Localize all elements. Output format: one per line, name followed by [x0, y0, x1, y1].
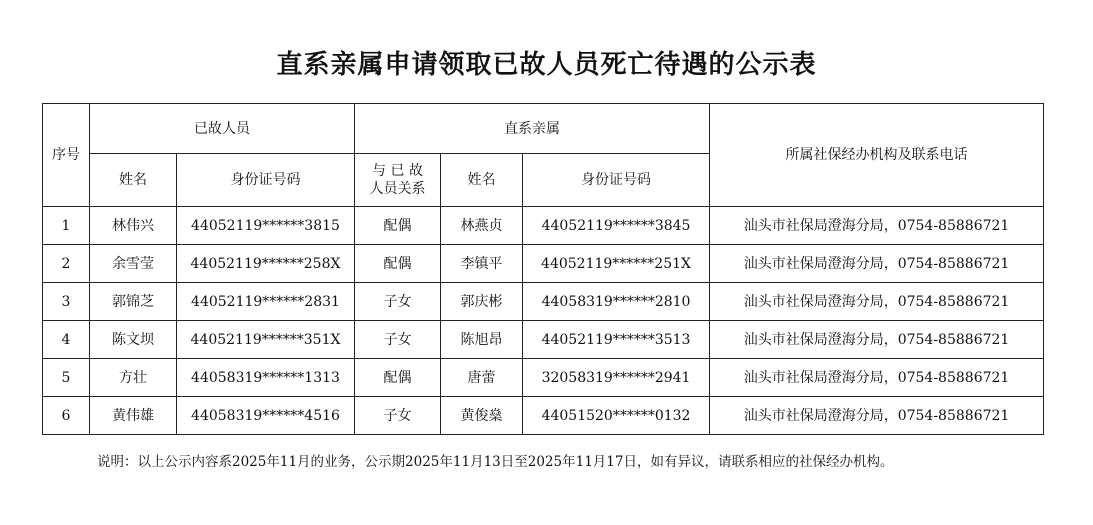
cell-name: 黄伟雄 — [90, 397, 177, 435]
header-deceased-group: 已故人员 — [90, 104, 355, 154]
cell-rel-id: 44052119******3513 — [523, 321, 710, 359]
cell-relation: 配偶 — [355, 245, 441, 283]
header-relative-group: 直系亲属 — [355, 104, 710, 154]
cell-relation: 配偶 — [355, 359, 441, 397]
cell-rel-id: 44052119******251X — [523, 245, 710, 283]
cell-seq: 1 — [43, 207, 90, 245]
cell-id: 44058319******4516 — [177, 397, 355, 435]
cell-id: 44052119******2831 — [177, 283, 355, 321]
cell-rel-name: 李镇平 — [441, 245, 523, 283]
header-relation-line1: 与 已 故 — [372, 163, 423, 179]
cell-rel-name: 郭庆彬 — [441, 283, 523, 321]
table-row — [43, 359, 1044, 397]
header-row-1 — [43, 104, 1044, 154]
header-relation — [355, 154, 441, 207]
footnote: 说明：以上公示内容系2025年11月的业务，公示期2025年11月13日至2025年11月17日，如有异议，请联系相应的社保经办机构。 — [97, 454, 894, 470]
table-row — [43, 207, 1044, 245]
header-name: 姓名 — [90, 154, 177, 207]
cell-rel-id: 32058319******2941 — [523, 359, 710, 397]
header-seq: 序号 — [43, 104, 90, 207]
cell-agency: 汕头市社保局澄海分局，0754-85886721 — [710, 359, 1044, 397]
table-row — [43, 397, 1044, 435]
cell-relation: 子女 — [355, 397, 441, 435]
cell-id: 44052119******3815 — [177, 207, 355, 245]
cell-seq: 5 — [43, 359, 90, 397]
cell-rel-id: 44058319******2810 — [523, 283, 710, 321]
header-agency: 所属社保经办机构及联系电话 — [710, 104, 1044, 207]
cell-agency: 汕头市社保局澄海分局，0754-85886721 — [710, 397, 1044, 435]
table-row — [43, 245, 1044, 283]
cell-rel-name: 唐蕾 — [441, 359, 523, 397]
cell-rel-id: 44051520******0132 — [523, 397, 710, 435]
table-row — [43, 321, 1044, 359]
cell-agency: 汕头市社保局澄海分局，0754-85886721 — [710, 321, 1044, 359]
header-rel-name: 姓名 — [441, 154, 523, 207]
cell-name: 余雪莹 — [90, 245, 177, 283]
cell-rel-name: 林燕贞 — [441, 207, 523, 245]
cell-rel-name: 陈旭昂 — [441, 321, 523, 359]
cell-agency: 汕头市社保局澄海分局，0754-85886721 — [710, 207, 1044, 245]
cell-seq: 6 — [43, 397, 90, 435]
cell-seq: 2 — [43, 245, 90, 283]
cell-agency: 汕头市社保局澄海分局，0754-85886721 — [710, 245, 1044, 283]
cell-relation: 子女 — [355, 283, 441, 321]
cell-name: 林伟兴 — [90, 207, 177, 245]
cell-id: 44052119******258X — [177, 245, 355, 283]
cell-rel-name: 黄俊燊 — [441, 397, 523, 435]
cell-agency: 汕头市社保局澄海分局，0754-85886721 — [710, 283, 1044, 321]
cell-relation: 子女 — [355, 321, 441, 359]
header-id-number: 身份证号码 — [177, 154, 355, 207]
table-body — [43, 104, 1044, 435]
header-relation-line2: 人员关系 — [369, 181, 426, 197]
cell-relation: 配偶 — [355, 207, 441, 245]
cell-seq: 4 — [43, 321, 90, 359]
cell-id: 44052119******351X — [177, 321, 355, 359]
table-row — [43, 283, 1044, 321]
cell-id: 44058319******1313 — [177, 359, 355, 397]
page-title: 直系亲属申请领取已故人员死亡待遇的公示表 — [276, 50, 817, 80]
header-rel-id-number: 身份证号码 — [523, 154, 710, 207]
cell-rel-id: 44052119******3845 — [523, 207, 710, 245]
cell-name: 陈文坝 — [90, 321, 177, 359]
announcement-table — [42, 103, 1044, 435]
cell-name: 方壮 — [90, 359, 177, 397]
cell-seq: 3 — [43, 283, 90, 321]
cell-name: 郭锦芝 — [90, 283, 177, 321]
